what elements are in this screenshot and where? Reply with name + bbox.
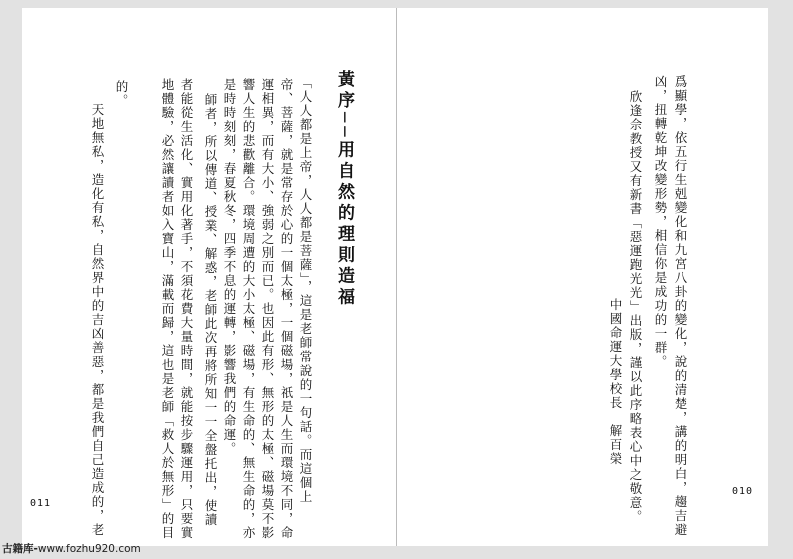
body-line: 是時時刻刻，春夏秋冬，四季不息的運轉，影響我們的命運。 xyxy=(222,78,237,456)
body-line: 運相異，而有大小、強弱之別而已。也因此有形、無形的太極、磁場莫不影 xyxy=(260,78,275,540)
watermark-url: www.fozhu920.com xyxy=(37,543,141,555)
body-line: 爲顯學，依五行生剋變化和九宮八卦的變化，說的清楚，講的明白，趨吉避 xyxy=(673,75,688,537)
page-number: 010 xyxy=(732,486,754,497)
body-line: 帝、菩薩，就是常存於心的一個太極，一個磁場，祇是人生而環境不同，命 xyxy=(279,78,294,540)
watermark-prefix: 古籍库- xyxy=(2,543,38,555)
right-page xyxy=(397,8,768,546)
body-line: 天地無私，造化有私，自然界中的吉凶善惡，都是我們自己造成的，老 xyxy=(90,103,105,537)
body-line: 「人人都是上帝，人人都是菩薩」，這是老師常說的一句話。而這個上 xyxy=(298,76,313,504)
body-line: 響人生的悲歡離合。環境周遭的大小太極、磁場，有生命的、無生命的，亦 xyxy=(241,78,256,540)
body-line: 師者，所以傳道、授業、解惑，老師此次再將所知一一全盤托出，使讀 xyxy=(203,93,218,527)
preface-title: 黃序──用自然的理則造福 xyxy=(334,70,354,309)
body-line: 的。 xyxy=(114,80,129,108)
signature-line: 中國命運大學校長 解百榮 xyxy=(608,298,623,466)
body-line: 欣逢佘教授又有新書「惡運跑光光」出版，謹以此序略表心中之敬意。 xyxy=(628,90,643,524)
left-page xyxy=(22,8,397,546)
page-number: 011 xyxy=(30,498,52,509)
body-line: 者能從生活化、實用化著手，不須花費大量時間，就能按步驟運用，只要實 xyxy=(179,78,194,540)
body-line: 地體驗，必然讓讀者如入寶山，滿載而歸，這也是老師「救人於無形」的目 xyxy=(160,78,175,540)
body-line: 凶，扭轉乾坤改變形勢，相信你是成功的一群。 xyxy=(653,75,668,369)
site-watermark xyxy=(2,541,141,556)
